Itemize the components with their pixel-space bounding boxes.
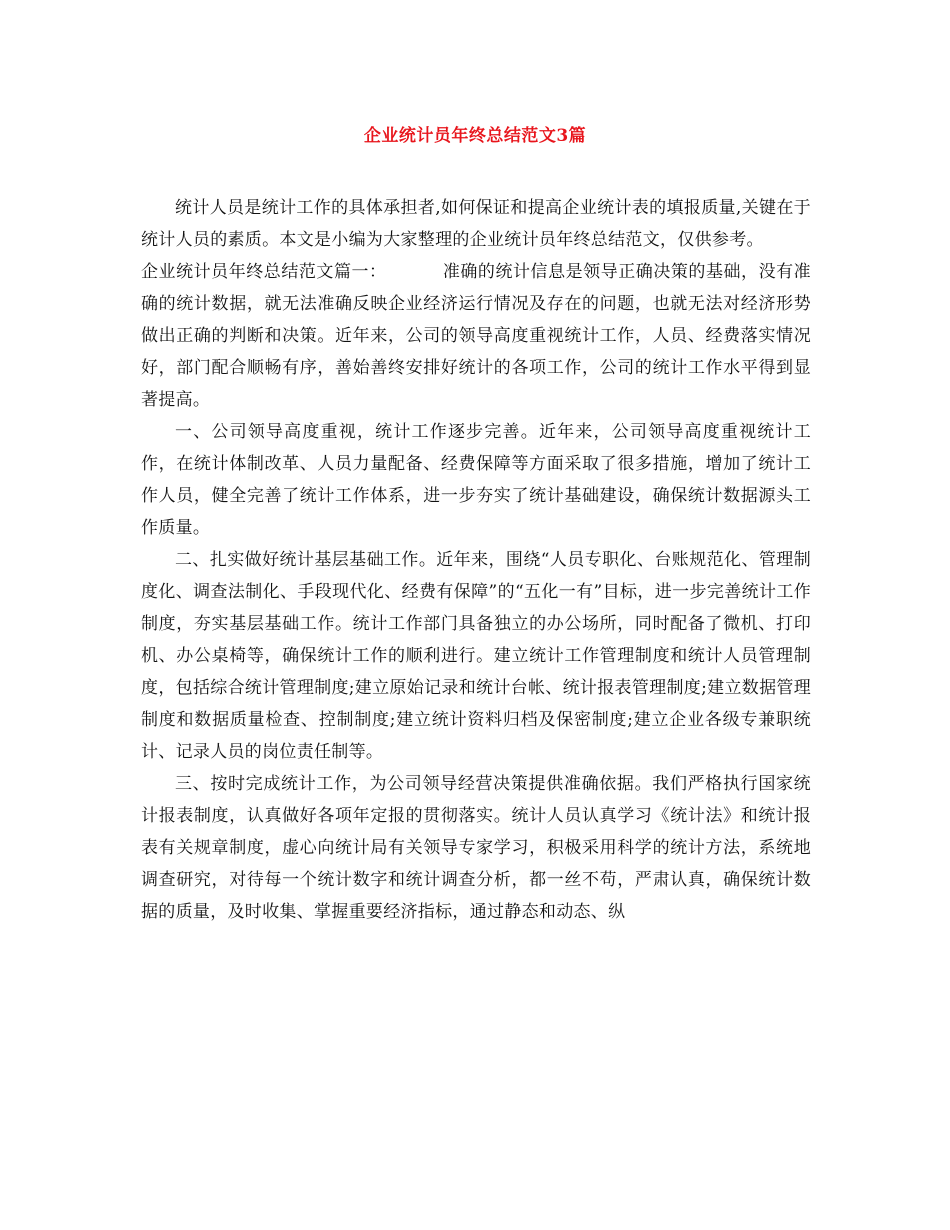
intro-paragraph: 统计人员是统计工作的具体承担者,如何保证和提高企业统计表的填报质量,关键在于统计人员的素质。本文是小编为大家整理的企业统计员年终总结范文，仅供参考。 (141, 198, 811, 250)
paragraph-3: 三、按时完成统计工作，为公司领导经营决策提供准确依据。我们严格执行国家统计报表制度，认真做好各项年定报的贯彻落实。统计人员认真学习《统计法》和统计报表有关规章制度，虚心向统计局有关领导专家学习，积极采用科学的统计方法，系统地调查研究，对待每一个统计数字和统计调查分析，都一丝不苟，严肃认真，确保统计数据的质量，及时收集、掌握重要经济指标，通过静态和动态、纵 (141, 774, 811, 922)
paragraph-2: 二、扎实做好统计基层基础工作。近年来，围绕“人员专职化、台账规范化、管理制度化、调查法制化、手段现代化、经费有保障”的“五化一有”目标，进一步完善统计工作制度，夯实基层基础工作。统计工作部门具备独立的办公场所，同时配备了微机、打印机、办公桌椅等，确保统计工作的顺利进行。建立统计工作管理制度和统计人员管理制度，包括综合统计管理制度;建立原始记录和统计台帐、统计报表管理制度;建立数据管理制度和数据质量检查、控制制度;建立统计资料归档及保密制度;建立企业各级专兼职统计、记录人员的岗位责任制等。 (141, 550, 811, 762)
document-body (141, 192, 811, 928)
section-lead-text: 准确的统计信息是领导正确决策的基础，没有准确的统计数据，就无法准确反映企业经济运行情况及存在的问题，也就无法对经济形势做出正确的判断和决策。近年来，公司的领导高度重视统计工作，人员、经费落实情况好，部门配合顺畅有序，善始善终安排好统计的各项工作，公司的统计工作水平得到显著提高。 (141, 262, 811, 410)
paragraph-1: 一、公司领导高度重视，统计工作逐步完善。近年来，公司领导高度重视统计工作，在统计体制改革、人员力量配备、经费保障等方面采取了很多措施，增加了统计工作人员，健全完善了统计工作体系，进一步夯实了统计基础建设，确保统计数据源头工作质量。 (141, 422, 811, 538)
section-label: 企业统计员年终总结范文篇一： (141, 262, 387, 282)
document-title: 企业统计员年终总结范文3篇 (363, 126, 587, 146)
section-one-paragraph (141, 256, 811, 416)
